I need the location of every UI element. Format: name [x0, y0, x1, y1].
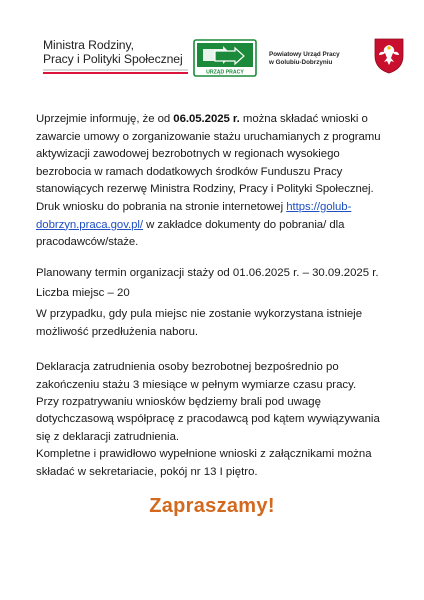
start-date: 06.05.2025 r.	[173, 113, 240, 125]
paragraph-term: Planowany termin organizacji staży od 01.06.2025 r. – 30.09.2025 r.	[36, 266, 379, 279]
paragraph-submission: Kompletne i prawidłowo wypełnione wnioski z załącznikami można składać w sekretariacie, pokój nr 13 I piętro.	[36, 448, 372, 478]
paragraph-intro: Uprzejmie informuję, że od 06.05.2025 r. można składać wnioski o zawarcie umowy o zorganizowanie stażu uruchamianych z programu aktywizacji zawodowej bezrobotnych w regionach wysokiego bezrobocia w ramach dodatkowych środków Funduszu Pracy stanowiących rezerwę Ministra Rodziny, Pracy i Polityki Społecznej. Druk wniosku do pobrania na stronie internetowej https://golub-dobrzyn.praca.gov.pl/ w zakładce dokumenty do pobrania/ dla pracodawców/staże.	[36, 113, 381, 249]
page-header	[0, 0, 424, 90]
ministry-name-line1: Ministra Rodziny,	[43, 38, 134, 52]
announcement-body	[36, 111, 396, 481]
pup-name-line2: w Golubiu-Dobrzyniu	[269, 59, 333, 66]
pup-name	[269, 51, 379, 67]
urzad-pracy-logo-icon	[193, 39, 257, 77]
website-link[interactable]: https://golub-dobrzyn.praca.gov.pl/	[36, 200, 352, 231]
flag-bar	[43, 69, 188, 74]
paragraph-places: Liczba miejsc – 20	[36, 287, 130, 300]
paragraph-declaration: Deklaracja zatrudnienia osoby bezrobotnej bezpośrednio po zakończeniu stażu 3 miesiące w pełnym wymiarze czasu pracy.	[36, 361, 357, 391]
svg-text:URZĄD PRACY: URZĄD PRACY	[206, 69, 244, 76]
coat-of-arms-icon	[374, 38, 404, 74]
ministry-name-line2: Pracy i Polityki Społecznej	[43, 52, 183, 66]
invitation-heading: Zapraszamy!	[149, 495, 275, 517]
pup-name-line1: Powiatowy Urząd Pracy	[269, 51, 340, 58]
paragraph-cooperation: Przy rozpatrywaniu wniosków będziemy brali pod uwagę dotychczasową współpracę z pracodawcą pod kątem wywiązywania się z deklaracji zatrudnienia.	[36, 395, 380, 443]
paragraph-extension: W przypadku, gdy pula miejsc nie zostanie wykorzystana istnieje możliwość przedłużenia naboru.	[36, 307, 363, 338]
ministry-logo	[43, 38, 193, 66]
urzad-pracy-logo	[193, 39, 257, 77]
coat-of-arms	[374, 38, 404, 74]
